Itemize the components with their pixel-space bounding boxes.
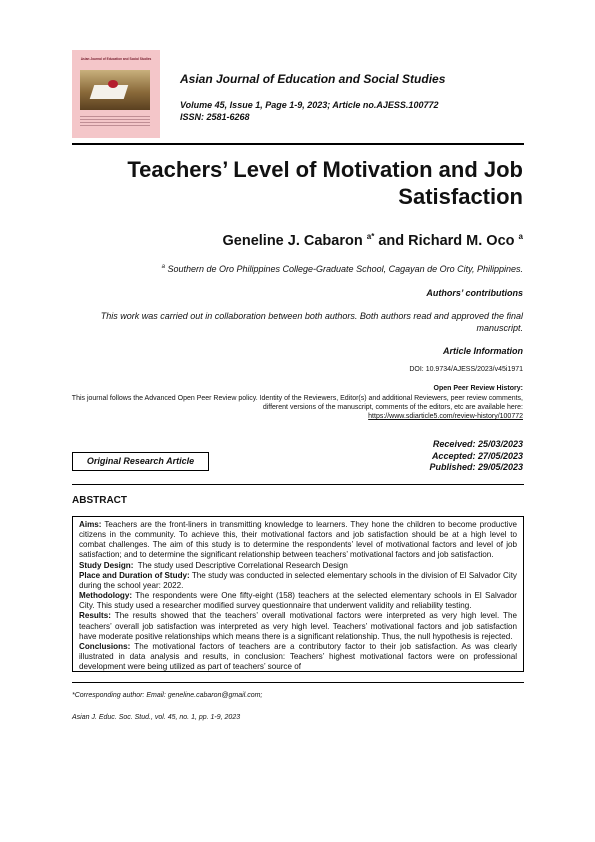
methodology-label: Methodology: [79,591,133,601]
peer-review-link[interactable]: https://www.sdiarticle5.com/review-history/100772 [368,413,523,420]
author-2: Richard M. Oco [408,233,515,249]
journal-name: Asian Journal of Education and Social Studies [180,72,446,86]
article-dates [429,439,523,474]
abstract-heading: ABSTRACT [72,495,127,506]
results-text: The results showed that the teachers’ overall motivational factors were interpreted as very high level. The teachers’ overall job satisfaction was interpreted as very high level. Teachers’ motivational factors and job satisfaction have moderate positive relationships which means there is a significant relationship. Thus, the null hypothesis is rejected. [79,611,517,641]
abstract-aims [79,520,517,561]
affiliation-text: Southern de Oro Philippines College-Graduate School, Cagayan de Oro City, Philippines. [167,264,523,274]
dates-divider [72,484,524,485]
footnote-divider [72,682,524,683]
doi[interactable]: DOI: 10.9734/AJESS/2023/v45i1971 [409,366,523,373]
author-1: Geneline J. Cabaron [222,233,363,249]
results-label: Results: [79,611,111,621]
abstract-design [79,561,517,571]
abstract-results [79,611,517,641]
conclusions-text: The motivational factors of teachers are a contributory factor to their job satisfaction. As was clearly illustrated in data analysis and results, in conclusion: Teachers’ highest motivational factors were on professional development were being utilized as part of teachers’ source of [79,641,517,672]
abstract-place [79,571,517,591]
affiliation-mark: a [161,264,165,270]
affiliation [162,264,523,274]
place-label: Place and Duration of Study: [79,570,190,580]
published-date: Published: 29/05/2023 [429,462,523,472]
contributions-heading: Authors’ contributions [426,288,523,298]
abstract-methodology [79,591,517,611]
volume-info: Volume 45, Issue 1, Page 1-9, 2023; Article no.AJESS.100772 [180,100,439,110]
peer-review-heading: Open Peer Review History: [433,385,523,392]
abstract-conclusions [79,642,517,672]
cover-flower-graphic [108,80,118,88]
accepted-date: Accepted: 27/05/2023 [431,450,523,461]
design-text: The study used Descriptive Correlational Research Design [133,560,348,570]
peer-review-description: This journal follows the Advanced Open Peer Review policy. Identity of the Reviewers, Editor(s) and additional Reviewers, peer review comments, different versions of the manuscript, comments of the editors, etc are available here: [71,395,523,411]
design-label: Study Design: [79,560,134,570]
article-title: Teachers’ Level of Motivation and Job Satisfaction [127,157,523,209]
methodology-text: The respondents were One fifty-eight (158) teachers at the selected elementary schools in El Salvador City. This study used a researcher modified survey questionnaire that underwent validity and reliability testing. [79,591,517,611]
abstract-box [72,516,524,672]
aims-label: Aims: [79,520,102,529]
place-text: The study was conducted in selected elementary schools in the division of El Salvador City during the school year: 2022. [79,570,517,590]
author-separator: and [374,233,409,249]
author-2-affil-mark: a [518,232,523,241]
issn: ISSN: 2581-6268 [180,112,250,122]
author-1-affil-mark: a* [366,232,375,241]
citation: Asian J. Educ. Soc. Stud., vol. 45, no. 1, pp. 1-9, 2023 [72,714,241,721]
article-type-badge: Original Research Article [72,452,209,471]
peer-review-text [71,394,523,421]
author-line [223,233,524,249]
journal-cover-image [72,50,160,138]
cover-title: Asian Journal of Education and Social Studies [80,57,152,61]
conclusions-label: Conclusions: [79,641,131,651]
article-info-heading: Article Information [442,346,523,356]
aims-text: Teachers are the front-liners in transmitting knowledge to learners. They hone the children to become productive citizens in the community. To achieve this, their motivational factors and job satisfaction should be at a high level to combat challenges. The aim of this study is to determine the respondents’ level of motivational factors and level of job satisfaction; and to determine the significant relationship between teachers’ motivational factors and job satisfaction. [79,520,517,560]
corresponding-author: *Corresponding author: Email: geneline.cabaron@gmail.com; [72,692,263,699]
header-divider [72,143,524,145]
contributions-text: This work was carried out in collaboration between both authors. Both authors read and approved the final manuscript. [100,311,523,333]
cover-text-lines [80,116,150,126]
received-date: Received: 25/03/2023 [432,439,523,449]
